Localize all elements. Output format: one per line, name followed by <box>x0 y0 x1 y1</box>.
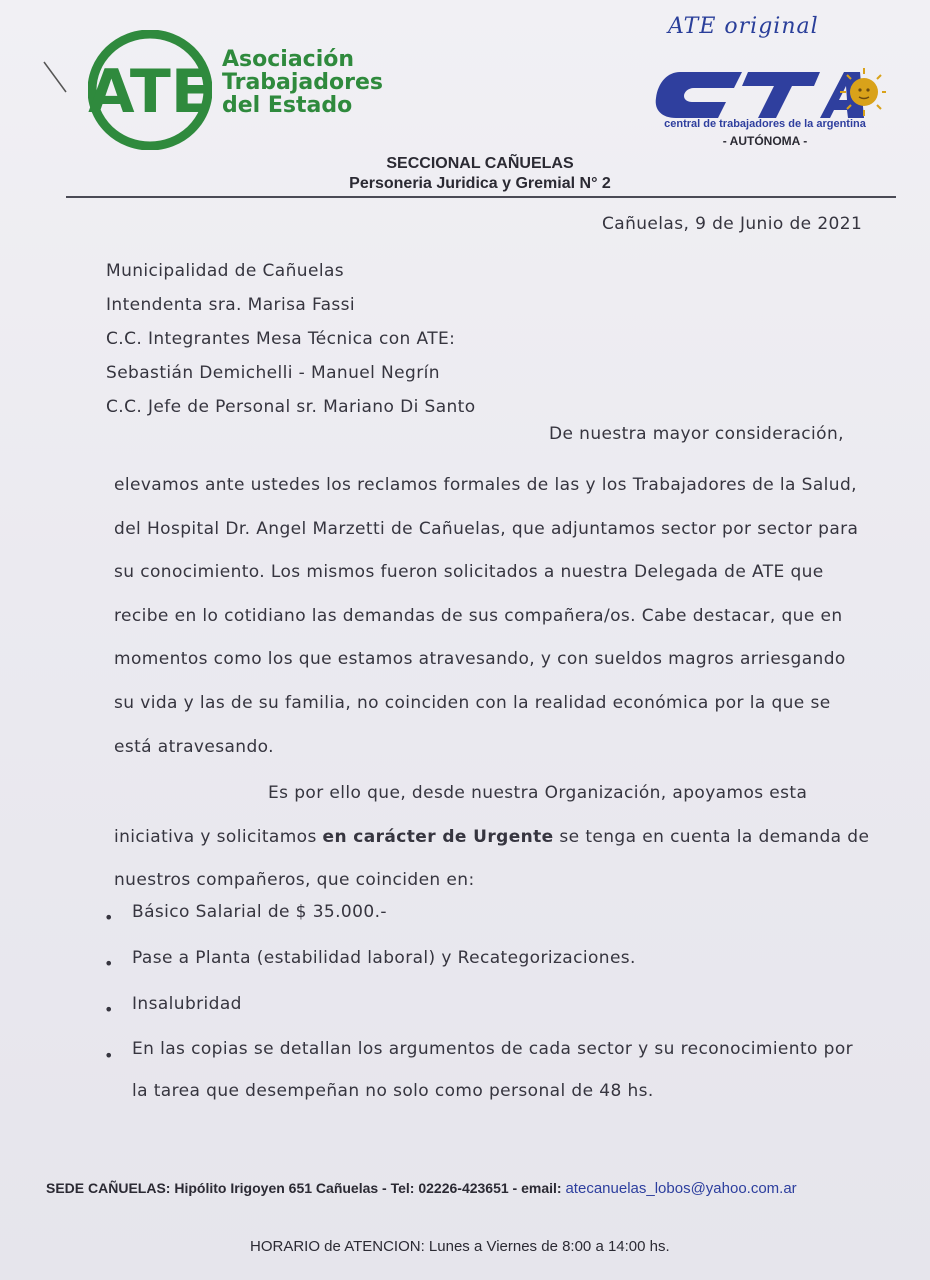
seccional-name: SECCIONAL CAÑUELAS <box>386 155 574 172</box>
list-item-line: la tarea que desempeñan no solo como personal de 48 hs. <box>132 1081 654 1101</box>
paragraph-line: recibe en lo cotidiano las demandas de sus compañera/os. Cabe destacar, que en <box>114 605 843 626</box>
ate-organization-name <box>222 48 383 117</box>
footer-contact <box>46 1180 797 1197</box>
addressee-line: Intendenta sra. Marisa Fassi <box>106 295 356 315</box>
footer-hours: HORARIO de ATENCION: Lunes a Viernes de 8:00 a 14:00 hs. <box>250 1238 670 1255</box>
paragraph-line: su vida y las de su familia, no coinciden con la realidad económica por la que se <box>114 692 831 713</box>
ate-logo-text: ATE <box>88 57 212 127</box>
header-divider <box>66 196 896 198</box>
bullet-icon: • <box>104 908 114 927</box>
paragraph-line: elevamos ante ustedes los reclamos formales de las y los Trabajadores de la Salud, <box>114 475 857 495</box>
paragraph-line: está atravesando. <box>114 736 274 757</box>
pen-mark-icon <box>40 58 70 98</box>
paragraph-line: Es por ello que, desde nuestra Organización, apoyamos esta <box>268 783 808 803</box>
letter-date: Cañuelas, 9 de Junio de 2021 <box>602 214 863 234</box>
paragraph-line: su conocimiento. Los mismos fueron solicitados a nuestra Delegada de ATE que <box>114 562 824 583</box>
bullet-icon: • <box>104 1046 114 1065</box>
addressee-line: Sebastián Demichelli - Manuel Negrín <box>106 363 440 383</box>
addressee-block <box>106 254 476 424</box>
cta-logo-icon <box>650 62 886 126</box>
ate-logo-icon <box>88 30 212 150</box>
paragraph-line: momentos como los que estamos atravesando, y con sueldos magros arriesgando <box>114 649 846 670</box>
urgent-emphasis: en carácter de Urgente <box>322 826 554 847</box>
addressee-line: C.C. Jefe de Personal sr. Mariano Di Santo <box>106 397 476 417</box>
body-paragraph-2 <box>114 772 894 903</box>
list-item-line: En las copias se detallan los argumentos de cada sector y su reconocimiento por <box>132 1039 854 1059</box>
demands-list <box>104 900 904 1128</box>
footer-email-link[interactable]: atecanuelas_lobos@yahoo.com.ar <box>565 1180 797 1197</box>
bullet-icon: • <box>104 1000 114 1019</box>
salutation: De nuestra mayor consideración, <box>549 424 844 444</box>
body-paragraph-1 <box>114 464 894 769</box>
list-item-text: Insalubridad <box>132 994 242 1014</box>
list-item <box>104 946 904 992</box>
paragraph-text: iniciativa y solicitamos <box>114 826 323 847</box>
list-item-text <box>132 1028 853 1112</box>
cta-subtitle: central de trabajadores de la argentina <box>664 118 866 130</box>
ate-name-line: del Estado <box>222 93 353 118</box>
list-item <box>104 1038 904 1128</box>
list-item-text: Básico Salarial de $ 35.000.- <box>132 902 387 922</box>
list-item <box>104 900 904 946</box>
paragraph-line: nuestros compañeros, que coinciden en: <box>114 870 475 891</box>
paragraph-text: se tenga en cuenta la demanda de <box>553 826 870 847</box>
cta-autonoma: - AUTÓNOMA - <box>722 134 808 148</box>
addressee-line: C.C. Integrantes Mesa Técnica con ATE: <box>106 329 456 349</box>
paragraph-line: del Hospital Dr. Angel Marzetti de Cañuelas, que adjuntamos sector por sector para <box>114 518 859 539</box>
personeria-line: Personeria Juridica y Gremial N° 2 <box>349 175 611 192</box>
paragraph-line-emphasis <box>114 816 894 860</box>
handwritten-note: ATE original <box>668 14 819 39</box>
list-item-text: Pase a Planta (estabilidad laboral) y Recategorizaciones. <box>132 948 636 968</box>
seccional-heading <box>330 154 630 194</box>
footer-sede: SEDE CAÑUELAS: Hipólito Irigoyen 651 Cañuelas - Tel: 02226-423651 - email: <box>46 1180 566 1196</box>
ate-name-line: Asociación <box>222 47 355 72</box>
addressee-line: Municipalidad de Cañuelas <box>106 261 345 281</box>
ate-name-line: Trabajadores <box>222 70 383 95</box>
bullet-icon: • <box>104 954 114 973</box>
